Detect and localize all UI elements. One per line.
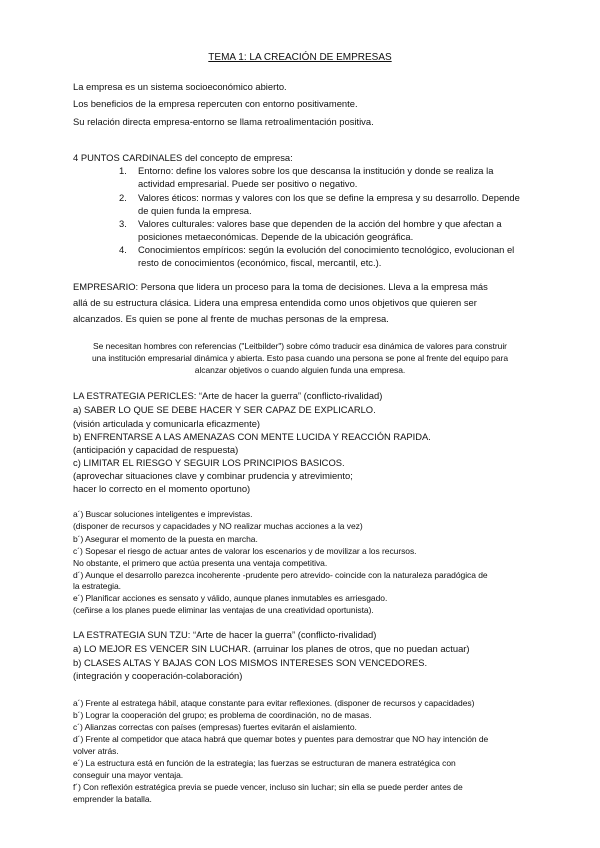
suntzu-note: conseguir una mayor ventaja. bbox=[73, 770, 184, 780]
pericles-note: e´) Planificar acciones es sensato y válido, aunque planes inmutables es arriesgado. bbox=[73, 593, 388, 603]
suntzu-note: d´) Frente al competidor que ataca habrá que quemar botes y puentes para demostrar que NO hay intención de bbox=[73, 734, 489, 744]
referencias-line: Se necesitan hombres con referencias ("Leitbilder") sobre cómo traducir esa dinámica de valores para construir bbox=[93, 341, 507, 351]
list-item-line: Valores culturales: valores base que dependen de la acción del hombre y que afectan a bbox=[138, 218, 502, 229]
suntzu-line: b) CLASES ALTAS Y BAJAS CON LOS MISMOS INTERESES SON VENCEDORES. bbox=[73, 657, 428, 668]
list-item-line: posiciones metaeconómicas. Depende de la ubicación geográfica. bbox=[138, 231, 414, 242]
pericles-note: (disponer de recursos y capacidades y NO realizar muchas acciones a la vez) bbox=[73, 521, 363, 531]
document-title: TEMA 1: LA CREACIÓN DE EMPRESAS bbox=[208, 52, 392, 63]
pericles-line: b) ENFRENTARSE A LAS AMENAZAS CON MENTE LUCIDA Y REACCIÓN RAPIDA. bbox=[73, 431, 431, 442]
pericles-line: (visión articulada y comunicarla eficazmente) bbox=[73, 418, 261, 429]
list-item-line: actividad empresarial. Puede ser positivo o negativo. bbox=[138, 178, 358, 189]
suntzu-note: volver atrás. bbox=[73, 746, 119, 756]
list-item-line: de quien funda la empresa. bbox=[138, 205, 252, 216]
pericles-line: (anticipación y capacidad de respuesta) bbox=[73, 444, 239, 455]
list-number: 3. bbox=[119, 218, 127, 229]
empresario-line: allá de su estructura clásica. Lidera una empresa entendida como unos objetivos que quieren ser bbox=[73, 297, 477, 308]
suntzu-line: a) LO MEJOR ES VENCER SIN LUCHAR. (arruinar los planes de otros, que no puedan actuar) bbox=[73, 643, 470, 654]
pericles-line: a) SABER LO QUE SE DEBE HACER Y SER CAPAZ DE EXPLICARLO. bbox=[73, 404, 376, 415]
list-item-line: Conocimientos empíricos: según la evolución del conocimiento tecnológico, evolucionan el bbox=[138, 244, 515, 255]
suntzu-heading: LA ESTRATEGIA SUN TZU: “Arte de hacer la guerra” (conflicto-rivalidad) bbox=[73, 629, 377, 640]
list-number: 4. bbox=[119, 244, 127, 255]
pericles-note: d´) Aunque el desarrollo parezca incoherente -prudente pero atrevido- coincide con la naturaleza paradógica de bbox=[73, 570, 488, 580]
referencias-line: una institución empresarial dinámica y abierta. Esto pasa cuando una persona se pone al frente del equipo para bbox=[92, 353, 508, 363]
list-item-line: Valores éticos: normas y valores con los que se define la empresa y su desarrollo. Depende bbox=[138, 192, 520, 203]
suntzu-note: f´) Con reflexión estratégica previa se puede vencer, incluso sin luchar; sin ella se puede perder antes de bbox=[73, 782, 463, 792]
list-item-line: Entorno: define los valores sobre los que descansa la institución y donde se realiza la bbox=[138, 165, 494, 176]
list-number: 2. bbox=[119, 192, 127, 203]
pericles-note: No obstante, el primero que actúa presenta una ventaja competitiva. bbox=[73, 558, 328, 568]
pericles-heading: LA ESTRATEGIA PERICLES: “Arte de hacer la guerra” (conflicto-rivalidad) bbox=[73, 390, 383, 401]
suntzu-note: e´) La estructura está en función de la estrategia; las fuerzas se estructuran de manera estratégica con bbox=[73, 758, 456, 768]
list-number: 1. bbox=[119, 165, 127, 176]
pericles-note: b´) Asegurar el momento de la puesta en marcha. bbox=[73, 534, 258, 544]
pericles-note: c´) Sopesar el riesgo de actuar antes de valorar los escenarios y de movilizar a los recursos. bbox=[73, 546, 417, 556]
pericles-line: (aprovechar situaciones clave y combinar prudencia y atrevimiento; bbox=[73, 470, 353, 481]
puntos-heading: 4 PUNTOS CARDINALES del concepto de empresa: bbox=[73, 152, 293, 163]
pericles-note: a´) Buscar soluciones inteligentes e imprevistas. bbox=[73, 509, 253, 519]
suntzu-line: (integración y cooperación-colaboración) bbox=[73, 670, 243, 681]
suntzu-note: b´) Lograr la cooperación del grupo; es problema de coordinación, no de masas. bbox=[73, 710, 372, 720]
intro-line: Los beneficios de la empresa repercuten con entorno positivamente. bbox=[73, 98, 358, 109]
intro-line: La empresa es un sistema socioeconómico abierto. bbox=[73, 81, 287, 92]
suntzu-note: a´) Frente al estratega hábil, ataque constante para evitar reflexiones. (disponer de recursos y capacidades) bbox=[73, 698, 475, 708]
pericles-line: c) LIMITAR EL RIESGO Y SEGUIR LOS PRINCIPIOS BASICOS. bbox=[73, 457, 345, 468]
pericles-note: (ceñirse a los planes puede eliminar las ventajas de una creatividad oportunista). bbox=[73, 605, 374, 615]
list-item-line: resto de conocimientos (económico, fiscal, mercantil, etc.). bbox=[138, 257, 382, 268]
pericles-note: la estrategia. bbox=[73, 581, 121, 591]
suntzu-note: c´) Alianzas correctas con países (empresas) fuertes evitarán el aislamiento. bbox=[73, 722, 357, 732]
empresario-line: EMPRESARIO: Persona que lidera un proceso para la toma de decisiones. Lleva a la empresa más bbox=[73, 281, 488, 292]
intro-line: Su relación directa empresa-entorno se llama retroalimentación positiva. bbox=[73, 116, 374, 127]
referencias-line: alcanzar objetivos o cuando alguien funda una empresa. bbox=[194, 365, 406, 375]
pericles-line: hacer lo correcto en el momento oportuno) bbox=[73, 483, 251, 494]
empresario-line: alcanzados. Es quien se pone al frente de muchas personas de la empresa. bbox=[73, 313, 389, 324]
suntzu-note: emprender la batalla. bbox=[73, 794, 152, 804]
